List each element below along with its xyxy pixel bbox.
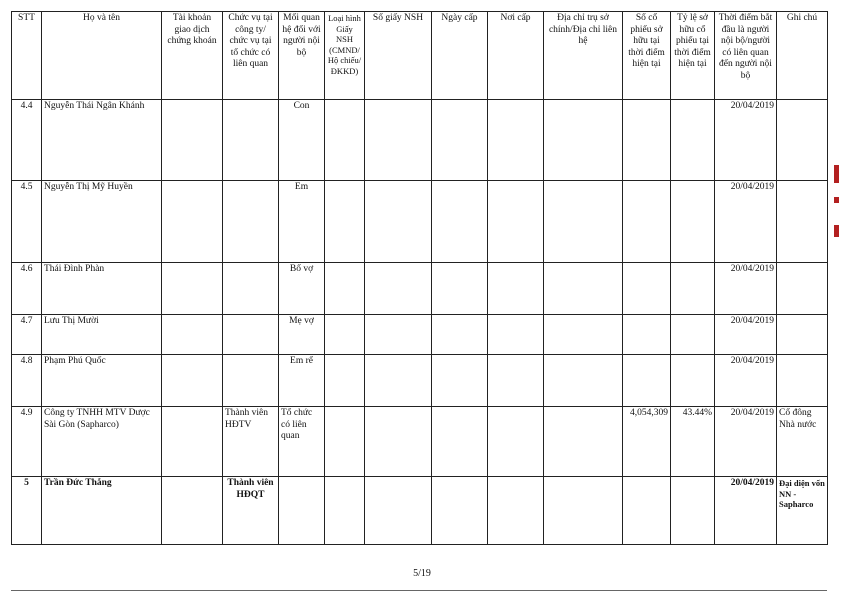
header-account: Tài khoản giao dịch chứng khoán (162, 12, 223, 100)
cell-issue-date (432, 407, 488, 477)
cell-issue-date (432, 100, 488, 181)
cell-position (223, 315, 279, 355)
cell-ratio (671, 100, 715, 181)
cell-relation (279, 477, 325, 545)
cell-id-number (365, 477, 432, 545)
cell-relation: Con (279, 100, 325, 181)
table-row (12, 100, 828, 181)
cell-note: Cổ đông Nhà nước (777, 407, 828, 477)
cell-id-type (325, 100, 365, 181)
cell-note (777, 100, 828, 181)
cell-issue-date (432, 315, 488, 355)
cell-address (544, 181, 623, 263)
cell-issue-date (432, 263, 488, 315)
cell-account (162, 100, 223, 181)
cell-stt: 4.7 (12, 315, 42, 355)
header-row (12, 12, 828, 100)
cell-id-number (365, 263, 432, 315)
cell-position (223, 181, 279, 263)
page-divider (11, 590, 827, 591)
cell-position: Thành viên HĐQT (223, 477, 279, 545)
table-row (12, 355, 828, 407)
header-id-number: Số giấy NSH (365, 12, 432, 100)
header-issue-place: Nơi cấp (488, 12, 544, 100)
cell-shares (623, 315, 671, 355)
cell-start-date: 20/04/2019 (715, 407, 777, 477)
cell-address (544, 407, 623, 477)
cell-issue-place (488, 355, 544, 407)
cell-name: Công ty TNHH MTV Dược Sài Gòn (Sapharco) (42, 407, 162, 477)
header-position: Chức vụ tại công ty/ chức vụ tại tổ chức có liên quan (223, 12, 279, 100)
cell-id-type (325, 477, 365, 545)
cell-ratio (671, 477, 715, 545)
cell-name: Thái Đình Phàn (42, 263, 162, 315)
cell-id-type (325, 181, 365, 263)
cell-id-type (325, 407, 365, 477)
cell-position: Thành viên HĐTV (223, 407, 279, 477)
cell-note (777, 355, 828, 407)
cell-name: Nguyễn Thái Ngân Khánh (42, 100, 162, 181)
insider-table (11, 11, 828, 545)
cell-stt: 4.9 (12, 407, 42, 477)
cell-name: Nguyễn Thị Mỹ Huyền (42, 181, 162, 263)
cell-id-number (365, 355, 432, 407)
cell-position (223, 100, 279, 181)
cell-note (777, 181, 828, 263)
cell-shares (623, 477, 671, 545)
cell-address (544, 477, 623, 545)
cell-start-date: 20/04/2019 (715, 315, 777, 355)
cell-address (544, 315, 623, 355)
table-row (12, 263, 828, 315)
cell-address (544, 100, 623, 181)
cell-issue-date (432, 477, 488, 545)
cell-id-number (365, 100, 432, 181)
cell-ratio: 43.44% (671, 407, 715, 477)
cell-stt: 4.5 (12, 181, 42, 263)
cell-account (162, 355, 223, 407)
cell-issue-place (488, 477, 544, 545)
cell-relation: Bố vợ (279, 263, 325, 315)
header-name: Họ và tên (42, 12, 162, 100)
cell-issue-place (488, 263, 544, 315)
cell-stt: 5 (12, 477, 42, 545)
cell-address (544, 355, 623, 407)
table-row (12, 181, 828, 263)
cell-issue-date (432, 181, 488, 263)
cell-start-date: 20/04/2019 (715, 100, 777, 181)
cell-note: Đại diện vốn NN - Sapharco (777, 477, 828, 545)
table-row (12, 407, 828, 477)
cell-id-number (365, 181, 432, 263)
header-relation: Mối quan hệ đối với người nội bộ (279, 12, 325, 100)
cell-stt: 4.4 (12, 100, 42, 181)
cell-position (223, 355, 279, 407)
cell-stt: 4.8 (12, 355, 42, 407)
cell-shares (623, 263, 671, 315)
cell-issue-date (432, 355, 488, 407)
cell-account (162, 263, 223, 315)
cell-id-number (365, 315, 432, 355)
cell-relation: Em rể (279, 355, 325, 407)
cell-issue-place (488, 181, 544, 263)
header-ratio: Tỷ lệ sở hữu cổ phiếu tại thời điểm hiện tại (671, 12, 715, 100)
cell-ratio (671, 263, 715, 315)
cell-id-type (325, 315, 365, 355)
cell-name: Phạm Phú Quốc (42, 355, 162, 407)
cell-start-date: 20/04/2019 (715, 355, 777, 407)
cell-start-date: 20/04/2019 (715, 263, 777, 315)
cell-start-date: 20/04/2019 (715, 181, 777, 263)
header-issue-date: Ngày cấp (432, 12, 488, 100)
cell-relation: Mẹ vợ (279, 315, 325, 355)
cell-note (777, 315, 828, 355)
cell-id-type (325, 263, 365, 315)
cell-name: Lưu Thị Mười (42, 315, 162, 355)
header-shares: Số cổ phiếu sở hữu tại thời điểm hiện tại (623, 12, 671, 100)
cell-shares (623, 181, 671, 263)
header-stt: STT (12, 12, 42, 100)
cell-ratio (671, 355, 715, 407)
cell-id-number (365, 407, 432, 477)
cell-address (544, 263, 623, 315)
cell-account (162, 477, 223, 545)
header-id-type: Loại hình Giấy NSH (CMND/ Hộ chiếu/ ĐKKD) (325, 12, 365, 100)
cell-start-date: 20/04/2019 (715, 477, 777, 545)
cell-account (162, 181, 223, 263)
cell-account (162, 407, 223, 477)
cell-shares (623, 355, 671, 407)
cell-shares: 4,054,309 (623, 407, 671, 477)
header-note: Ghi chú (777, 12, 828, 100)
header-start-date: Thời điểm bắt đầu là người nội bộ/người có liên quan đến người nội bộ (715, 12, 777, 100)
cell-position (223, 263, 279, 315)
cell-ratio (671, 315, 715, 355)
table-row (12, 477, 828, 545)
page-number: 5/19 (413, 568, 431, 579)
cell-stt: 4.6 (12, 263, 42, 315)
cell-issue-place (488, 100, 544, 181)
margin-stamp-marks (834, 165, 842, 255)
cell-relation: Em (279, 181, 325, 263)
cell-issue-place (488, 407, 544, 477)
cell-account (162, 315, 223, 355)
cell-shares (623, 100, 671, 181)
cell-note (777, 263, 828, 315)
cell-name: Trần Đức Thắng (42, 477, 162, 545)
table-row (12, 315, 828, 355)
cell-issue-place (488, 315, 544, 355)
header-address: Địa chỉ trụ sở chính/Địa chỉ liên hệ (544, 12, 623, 100)
cell-ratio (671, 181, 715, 263)
cell-relation: Tổ chức có liên quan (279, 407, 325, 477)
cell-id-type (325, 355, 365, 407)
